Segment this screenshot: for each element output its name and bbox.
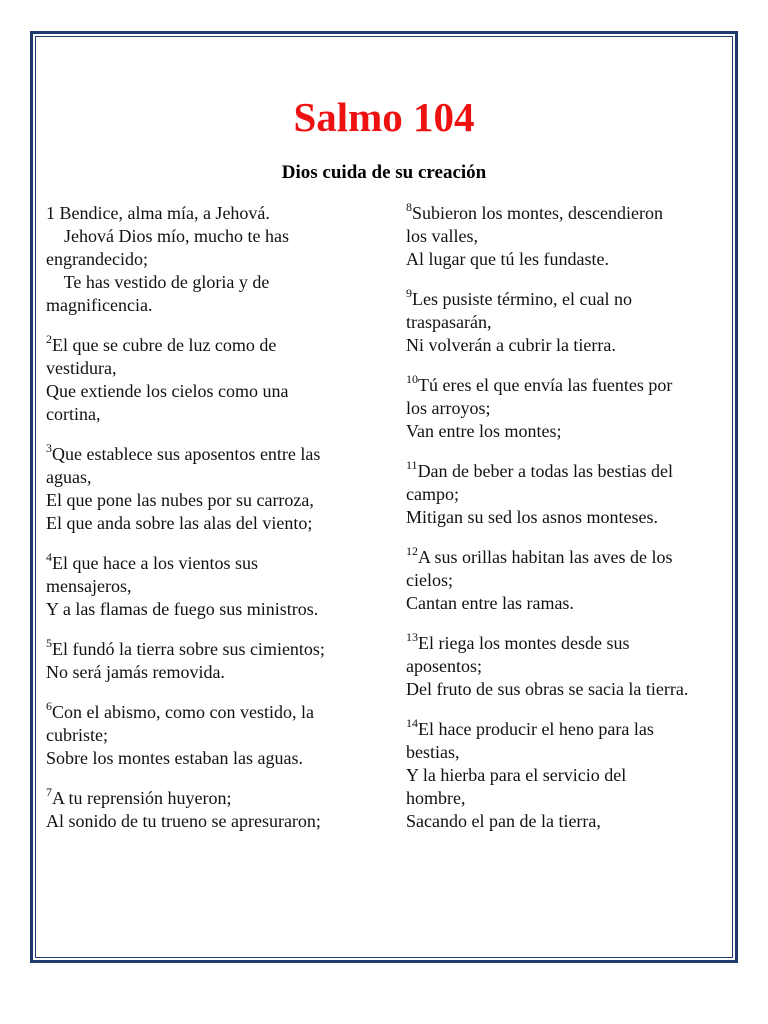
verse-number: 10 xyxy=(406,372,418,386)
verse-line xyxy=(46,403,368,426)
verse-line xyxy=(406,334,726,357)
right-column xyxy=(406,202,726,850)
verse-text: El que se cubre de luz como de xyxy=(52,335,277,355)
verse-block xyxy=(406,718,726,833)
verse-number: 9 xyxy=(406,286,412,300)
verse-text: cubriste; xyxy=(46,725,108,745)
verse-line xyxy=(406,225,726,248)
verse-line xyxy=(406,718,726,741)
verse-text: Les pusiste término, el cual no xyxy=(412,289,632,309)
verse-line xyxy=(46,202,368,225)
verse-text: campo; xyxy=(406,484,459,504)
verse-line xyxy=(406,248,726,271)
verse-text: los arroyos; xyxy=(406,398,491,418)
verse-line xyxy=(406,311,726,334)
verse-text: Dan de beber a todas las bestias del xyxy=(417,461,673,481)
verse-text: Del fruto de sus obras se sacia la tierra. xyxy=(406,679,689,699)
verse-text: El riega los montes desde sus xyxy=(418,633,630,653)
verse-line xyxy=(46,466,368,489)
verse-text: Sobre los montes estaban las aguas. xyxy=(46,748,303,768)
verse-line xyxy=(406,288,726,311)
verse-block xyxy=(46,552,368,621)
verse-text: Van entre los montes; xyxy=(406,421,562,441)
verse-text: El hace producir el heno para las xyxy=(418,719,654,739)
verse-line xyxy=(46,661,368,684)
verse-text: A tu reprensión huyeron; xyxy=(52,788,232,808)
verse-block xyxy=(46,638,368,684)
verse-line xyxy=(406,460,726,483)
verse-text: Que establece sus aposentos entre las xyxy=(52,444,321,464)
verse-text: bestias, xyxy=(406,742,460,762)
verse-text: No será jamás removida. xyxy=(46,662,225,682)
verse-line xyxy=(406,569,726,592)
verse-text: aposentos; xyxy=(406,656,482,676)
verse-line xyxy=(46,443,368,466)
verse-text: aguas, xyxy=(46,467,92,487)
verse-text: cortina, xyxy=(46,404,101,424)
verse-line xyxy=(406,374,726,397)
verse-line xyxy=(46,357,368,380)
verse-block xyxy=(46,334,368,426)
verse-line xyxy=(406,655,726,678)
verse-text: Ni volverán a cubrir la tierra. xyxy=(406,335,616,355)
verse-line xyxy=(406,741,726,764)
verse-text: Al sonido de tu trueno se apresuraron; xyxy=(46,811,321,831)
verse-number: 12 xyxy=(406,544,418,558)
verse-text: Con el abismo, como con vestido, la xyxy=(52,702,314,722)
verse-text: mensajeros, xyxy=(46,576,132,596)
verse-block xyxy=(46,443,368,535)
verse-text: A sus orillas habitan las aves de los xyxy=(418,547,673,567)
verse-line xyxy=(406,420,726,443)
verse-line xyxy=(406,506,726,529)
verse-text: Mitigan su sed los asnos monteses. xyxy=(406,507,658,527)
verse-text: El que anda sobre las alas del viento; xyxy=(46,513,313,533)
verse-text: El que hace a los vientos sus xyxy=(52,553,258,573)
verse-text: Jehová Dios mío, mucho te has xyxy=(46,226,289,246)
verse-text: magnificencia. xyxy=(46,295,153,315)
verse-line xyxy=(406,397,726,420)
verse-line xyxy=(46,334,368,357)
verse-block xyxy=(406,460,726,529)
verse-line xyxy=(46,598,368,621)
verse-line xyxy=(46,810,368,833)
verse-number: 7 xyxy=(46,785,52,799)
verse-block xyxy=(406,632,726,701)
verse-line xyxy=(46,248,368,271)
psalm-subtitle: Dios cuida de su creación xyxy=(281,162,487,183)
verse-line xyxy=(46,489,368,512)
verse-number: 11 xyxy=(406,458,418,472)
verse-block xyxy=(46,701,368,770)
verse-line xyxy=(406,546,726,569)
verse-line xyxy=(46,638,368,661)
verse-line xyxy=(46,747,368,770)
verse-number: 6 xyxy=(46,699,52,713)
verse-text: Subieron los montes, descendieron xyxy=(412,203,663,223)
verse-line xyxy=(46,271,368,294)
verse-block xyxy=(46,787,368,833)
verse-block xyxy=(406,374,726,443)
verse-line xyxy=(46,787,368,810)
verse-text: Tú eres el que envía las fuentes por xyxy=(418,375,673,395)
verse-line xyxy=(406,810,726,833)
verse-block xyxy=(46,202,368,317)
verse-line xyxy=(406,202,726,225)
verse-number: 14 xyxy=(406,716,418,730)
verse-line xyxy=(406,483,726,506)
verse-line xyxy=(406,764,726,787)
verse-line xyxy=(46,701,368,724)
verse-line xyxy=(46,724,368,747)
verse-number: 4 xyxy=(46,550,52,564)
psalm-title: Salmo 104 xyxy=(293,94,475,140)
verse-text: traspasarán, xyxy=(406,312,492,332)
verse-text: vestidura, xyxy=(46,358,117,378)
verse-line xyxy=(406,787,726,810)
verse-line xyxy=(46,512,368,535)
verse-text: Y la hierba para el servicio del xyxy=(406,765,627,785)
verse-block xyxy=(406,288,726,357)
verse-text: los valles, xyxy=(406,226,478,246)
verse-text: Sacando el pan de la tierra, xyxy=(406,811,601,831)
verse-text: Y a las flamas de fuego sus ministros. xyxy=(46,599,319,619)
verse-text: hombre, xyxy=(406,788,466,808)
verse-text: Al lugar que tú les fundaste. xyxy=(406,249,609,269)
verse-text: Cantan entre las ramas. xyxy=(406,593,574,613)
verse-number: 13 xyxy=(406,630,418,644)
verse-line xyxy=(406,592,726,615)
verse-line xyxy=(406,678,726,701)
verse-text: 1 Bendice, alma mía, a Jehová. xyxy=(46,203,270,223)
verse-number: 2 xyxy=(46,332,52,346)
verse-text: cielos; xyxy=(406,570,453,590)
verse-text: El que pone las nubes por su carroza, xyxy=(46,490,314,510)
verse-text: El fundó la tierra sobre sus cimientos; xyxy=(52,639,325,659)
verse-line xyxy=(46,225,368,248)
verse-line xyxy=(46,294,368,317)
verse-text: engrandecido; xyxy=(46,249,148,269)
verse-block xyxy=(406,202,726,271)
verse-text: Que extiende los cielos como una xyxy=(46,381,289,401)
verse-line xyxy=(46,380,368,403)
verse-text: Te has vestido de gloria y de xyxy=(46,272,270,292)
left-column xyxy=(46,202,368,850)
verse-number: 3 xyxy=(46,441,52,455)
verse-block xyxy=(406,546,726,615)
verse-line xyxy=(46,552,368,575)
verse-line xyxy=(46,575,368,598)
verse-number: 8 xyxy=(406,200,412,214)
verse-line xyxy=(406,632,726,655)
verse-number: 5 xyxy=(46,636,52,650)
